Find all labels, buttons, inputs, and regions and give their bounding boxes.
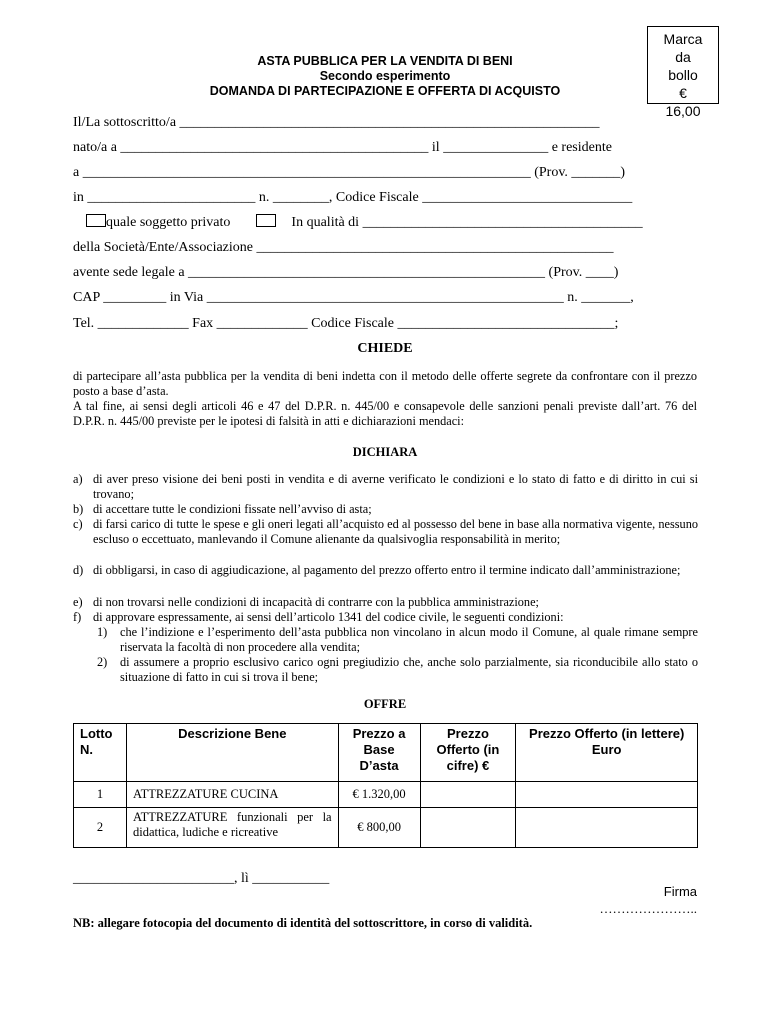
revenue-stamp-box xyxy=(647,26,719,119)
chiede-paragraph-2: A tal fine, ai sensi degli articoli 46 e 47 del D.P.R. n. 445/00 e consapevole delle sanzioni penali previste dall’art. 76 del D.P.R. n. 445/00 previste per le ipotesi di falsità in atti e dichiarazioni mendaci: xyxy=(73,399,697,428)
list-item: f) di approvare espressamente, ai sensi dell’articolo 1341 del codice civile, le seguenti condizioni: xyxy=(73,610,564,624)
dichiara-heading: DICHIARA xyxy=(352,445,418,459)
cell-prezzo: € 800,00 xyxy=(338,808,420,848)
stamp-line: Marca xyxy=(663,31,703,47)
role-label: In qualità di ________________________________________ xyxy=(291,215,643,230)
stamp-line: 16,00 xyxy=(665,103,701,119)
cell-lotto: 1 xyxy=(74,782,127,808)
cell-cifre-input[interactable] xyxy=(420,808,516,848)
cell-prezzo: € 1.320,00 xyxy=(338,782,420,808)
signature-label: Firma xyxy=(663,884,697,899)
form-line-birth: nato/a a ____________________________________________ il _______________ e residente xyxy=(73,140,612,155)
stamp-line: € xyxy=(679,85,687,101)
cell-descrizione: ATTREZZATURE funzionali per la didattica, ludiche e ricreative xyxy=(126,808,338,848)
cell-lettere-input[interactable] xyxy=(516,808,698,848)
stamp-line: bollo xyxy=(668,67,698,83)
table-row xyxy=(74,808,698,848)
private-subject-label: quale soggetto privato xyxy=(106,215,231,230)
document-subtitle-2: DOMANDA DI PARTECIPAZIONE E OFFERTA DI ACQUISTO xyxy=(209,84,561,98)
table-row xyxy=(74,782,698,808)
col-prezzo-lettere: Prezzo Offerto (in lettere) Euro xyxy=(516,724,698,782)
col-descrizione: Descrizione Bene xyxy=(126,724,338,782)
table-header-row xyxy=(74,724,698,782)
chiede-heading: CHIEDE xyxy=(357,341,413,356)
col-lotto: Lotto N. xyxy=(74,724,127,782)
form-line-seat: avente sede legale a ___________________________________________________ (Prov. ____) xyxy=(73,265,619,280)
form-line-capacity xyxy=(73,214,643,232)
sub-list-item: 2) di assumere a proprio esclusivo carico ogni pregiudizio che, anche solo parzialmente, sia riconducibile allo stato o situazione di fatto in cui si trova il bene; xyxy=(97,655,698,684)
list-item: b) di accettare tutte le condizioni fissate nell’avviso di asta; xyxy=(73,502,372,516)
document-title: ASTA PUBBLICA PER LA VENDITA DI BENI xyxy=(257,54,513,68)
form-line-company: della Società/Ente/Associazione ___________________________________________________ xyxy=(73,240,614,255)
stamp-line: da xyxy=(675,49,691,65)
cell-cifre-input[interactable] xyxy=(420,782,516,808)
form-line-contacts: Tel. _____________ Fax _____________ Codice Fiscale _______________________________; xyxy=(73,316,619,331)
cell-descrizione: ATTREZZATURE CUCINA xyxy=(126,782,338,808)
cell-lotto: 2 xyxy=(74,808,127,848)
signature-line: ………………….. xyxy=(599,901,697,916)
role-checkbox[interactable] xyxy=(256,214,276,227)
col-prezzo-base: Prezzo a Base D’asta xyxy=(338,724,420,782)
nb-note: NB: allegare fotocopia del documento di identità del sottoscrittore, in corso di validità. xyxy=(73,916,533,930)
form-line-address: in ________________________ n. ________, Codice Fiscale ______________________________ xyxy=(73,190,633,205)
list-item: a) di aver preso visione dei beni posti in vendita e di averne verificato le condizioni e lo stato di fatto e di diritto in cui si trovano; xyxy=(73,472,698,501)
chiede-paragraph: di partecipare all’asta pubblica per la vendita di beni indetta con il metodo delle offerte segrete da confrontare con il prezzo posto a base d’asta. xyxy=(73,369,697,398)
sub-list-item: 1) che l’indizione e l’esperimento dell’asta pubblica non vincolano in alcun modo il Comune, al quale rimane sempre riservata la facoltà di non procedere alla vendita; xyxy=(97,625,698,654)
form-line-cap: CAP _________ in Via ___________________________________________________ n. _______, xyxy=(73,290,634,305)
list-item: d) di obbligarsi, in caso di aggiudicazione, al pagamento del prezzo offerto entro il termine indicato dall’amministrazione; xyxy=(73,563,681,577)
form-line-name: Il/La sottoscritto/a ____________________________________________________________ xyxy=(73,115,600,130)
offre-heading: OFFRE xyxy=(363,697,407,711)
list-item: c) di farsi carico di tutte le spese e gli oneri legati all’acquisto ed al possesso del bene in base alla normativa vigente, nessuno escluso o eccettuato, manlevando il Comune alienante da qualsivoglia responsabilità in merito; xyxy=(73,517,698,546)
list-item: e) di non trovarsi nelle condizioni di incapacità di contrarre con la pubblica amministrazione; xyxy=(73,595,539,609)
place-date-line: _______________________, lì ___________ xyxy=(73,871,330,886)
offer-table xyxy=(73,723,698,848)
private-subject-checkbox[interactable] xyxy=(86,214,106,227)
col-prezzo-cifre: Prezzo Offerto (in cifre) € xyxy=(420,724,516,782)
form-line-residence: a ________________________________________________________________ (Prov. _______) xyxy=(73,165,626,180)
document-subtitle: Secondo esperimento xyxy=(319,69,451,83)
cell-lettere-input[interactable] xyxy=(516,782,698,808)
